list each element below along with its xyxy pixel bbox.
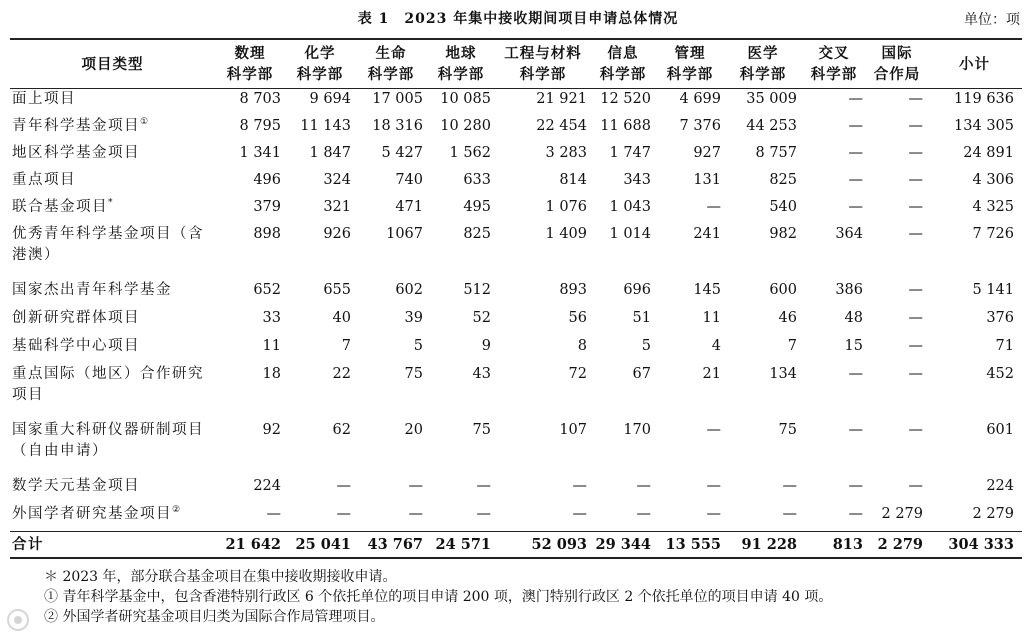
value-cell: — [636,505,651,522]
value-cell: 7 [787,337,797,354]
value-cell: 11 688 [600,117,651,134]
header-row [10,39,1022,89]
subtotal-cell: 24 891 [963,144,1014,161]
value-cell: 602 [395,281,423,298]
footnote-1: ① 青年科学基金中，包含香港特别行政区 6 个依托单位的项目申请 200 项，澳门特别行政区 2 个依托单位的项目申请 40 项。 [44,589,833,605]
value-cell: 364 [835,225,863,242]
value-cell: 20 [404,421,423,438]
value-cell: 825 [463,225,491,242]
column-header-line1: 信息 [607,45,639,62]
column-header-line1: 生命 [375,45,407,62]
subtotal-cell: 4 325 [972,198,1014,215]
value-cell: 3 283 [545,144,587,161]
value-cell: — [848,171,863,188]
column-header [655,39,725,89]
value-cell: — [572,477,587,494]
value-cell: 898 [253,225,281,242]
table-row [10,476,1022,504]
value-cell: 5 [413,337,423,354]
value-cell: 496 [253,171,281,188]
value-cell: 633 [463,171,491,188]
column-header-line2: 科学部 [739,66,787,83]
value-cell: 7 [341,337,351,354]
watermark-icon [6,608,30,632]
footnote-marker: ② [172,504,182,515]
subtotal-cell: 4 306 [972,171,1014,188]
footnote-asterisk: ＊ 2023 年，部分联合基金项目在集中接收期接收申请。 [44,569,397,585]
value-cell: 11 143 [300,117,351,134]
value-cell: 1 014 [609,225,651,242]
value-cell: 926 [323,225,351,242]
value-cell: 1 562 [449,144,491,161]
value-cell: 13 555 [665,535,721,553]
value-cell: 4 699 [679,91,721,107]
value-cell: 224 [253,477,281,494]
column-header-line2: 科学部 [810,66,858,83]
value-cell: — [266,505,281,522]
value-cell: — [476,505,491,522]
value-cell: 92 [262,421,281,438]
value-cell: 1 043 [609,198,651,215]
subtotal-cell: 304 333 [948,535,1014,553]
value-cell: 9 [481,337,491,354]
value-cell: 471 [395,198,423,215]
value-cell: — [408,505,423,522]
value-cell: 1 341 [239,144,281,161]
value-cell: — [908,477,923,494]
subtotal-cell: 2 279 [972,505,1014,522]
project-type-label: 国家重大科研仪器研制项目（自由申请） [12,421,204,459]
value-cell: 813 [832,535,863,553]
column-header-line2: 科学部 [367,66,415,83]
table-row [10,170,1022,197]
value-cell: — [908,117,923,134]
value-cell: 655 [323,281,351,298]
project-type-cell [10,308,215,336]
value-cell: 11 [262,337,281,354]
column-header [867,39,927,89]
value-cell: 62 [332,421,351,438]
value-cell: 512 [463,281,491,298]
value-cell: 825 [769,171,797,188]
value-cell: — [848,91,863,107]
value-cell: 10 085 [440,91,491,107]
value-cell: 24 571 [435,535,491,553]
value-cell: 740 [395,171,423,188]
value-cell: 1 847 [309,144,351,161]
value-cell: 15 [844,337,863,354]
column-header-line2: 科学部 [226,66,274,83]
value-cell: 600 [769,281,797,298]
value-cell: 46 [778,309,797,326]
table-row [10,224,1022,280]
value-cell: — [908,281,923,298]
value-cell: 12 520 [600,91,651,107]
subtotal-cell: 7 726 [972,225,1014,242]
value-cell: 44 253 [746,117,797,134]
table-row [10,364,1022,420]
project-type-label: 合计 [12,535,44,553]
footnote-2: ② 外国学者研究基金项目归类为国际合作局管理项目。 [44,609,385,625]
value-cell: — [336,505,351,522]
value-cell: — [908,365,923,382]
project-type-label: 外国学者研究基金项目 [12,505,172,522]
application-table [10,38,1022,559]
value-cell: 52 093 [531,535,587,553]
column-header [725,39,801,89]
project-type-cell [10,224,215,280]
column-header [591,39,655,89]
column-header-line1: 工程与材料 [504,45,582,62]
footnote-marker: * [108,197,114,208]
value-cell: — [636,477,651,494]
value-cell: 39 [404,309,423,326]
value-cell: 5 427 [381,144,423,161]
value-cell: 35 009 [746,91,797,107]
project-type-label: 联合基金项目 [12,198,108,215]
project-type-cell [10,280,215,308]
value-cell: 134 [769,365,797,382]
project-type-label: 地区科学基金项目 [12,144,140,161]
project-type-label: 面上项目 [12,91,76,107]
table-row [10,197,1022,224]
column-header [495,39,591,89]
subtotal-cell: 134 305 [954,117,1014,134]
value-cell: 893 [559,281,587,298]
value-cell: 652 [253,281,281,298]
subtotal-cell: 119 636 [954,91,1014,107]
value-cell: 56 [568,309,587,326]
table-row [10,504,1022,532]
value-cell: 1 076 [545,198,587,215]
table-row [10,89,1022,116]
value-cell: — [336,477,351,494]
value-cell: — [706,421,721,438]
value-cell: 75 [404,365,423,382]
value-cell: 495 [463,198,491,215]
value-cell: 21 642 [225,535,281,553]
value-cell: 324 [323,171,351,188]
value-cell: 8 [577,337,587,354]
value-cell: 540 [769,198,797,215]
project-type-cell [10,89,215,116]
table-row [10,308,1022,336]
project-type-cell [10,170,215,197]
project-type-label: 重点项目 [12,171,76,188]
value-cell: — [848,505,863,522]
column-header-line1: 数理 [234,45,266,62]
value-cell: 131 [693,171,721,188]
column-header-line1: 医学 [747,45,779,62]
value-cell: 386 [835,281,863,298]
value-cell: — [848,477,863,494]
value-cell: 170 [623,421,651,438]
value-cell: — [908,309,923,326]
project-type-cell [10,116,215,143]
value-cell: 1 409 [545,225,587,242]
value-cell: — [908,337,923,354]
unit-label: 单位：项 [964,12,1020,28]
value-cell: 29 344 [595,535,651,553]
project-type-label: 青年科学基金项目 [12,117,140,134]
value-cell: — [848,198,863,215]
project-type-cell [10,476,215,504]
subtotal-cell: 71 [995,337,1014,354]
project-type-cell [10,364,215,420]
value-cell: — [908,171,923,188]
value-cell: — [706,198,721,215]
value-cell: 241 [693,225,721,242]
value-cell: 18 316 [372,117,423,134]
value-cell: 22 [332,365,351,382]
subtotal-cell: 224 [986,477,1014,494]
value-cell: — [908,421,923,438]
header-project-type: 项目类型 [81,55,144,73]
value-cell: — [572,505,587,522]
value-cell: 67 [632,365,651,382]
value-cell: 107 [559,421,587,438]
value-cell: — [706,505,721,522]
column-header-line1: 地球 [445,45,477,62]
column-header-line1: 小计 [959,55,990,73]
column-header [801,39,867,89]
value-cell: — [908,144,923,161]
value-cell: 2 279 [877,535,923,553]
value-cell: 927 [693,144,721,161]
column-header [215,39,285,89]
value-cell: 11 [702,309,721,326]
value-cell: — [782,505,797,522]
value-cell: 72 [568,365,587,382]
column-header-line2: 科学部 [666,66,714,83]
value-cell: 91 228 [741,535,797,553]
value-cell: 40 [332,309,351,326]
value-cell: — [848,365,863,382]
project-type-label: 数学天元基金项目 [12,477,140,494]
value-cell: 814 [559,171,587,188]
value-cell: 5 [641,337,651,354]
value-cell: 51 [632,309,651,326]
table-row [10,143,1022,170]
value-cell: 10 280 [440,117,491,134]
column-header [285,39,355,89]
value-cell: 982 [769,225,797,242]
value-cell: 17 005 [372,91,423,107]
value-cell: 75 [778,421,797,438]
value-cell: 343 [623,171,651,188]
value-cell: 43 [472,365,491,382]
project-type-cell [10,504,215,532]
value-cell: 33 [262,309,281,326]
value-cell: 21 [702,365,721,382]
project-type-cell [10,336,215,364]
project-type-label: 国家杰出青年科学基金 [12,281,172,298]
column-header-line1: 国际 [881,45,913,62]
value-cell: — [848,421,863,438]
subtotal-cell: 5 141 [972,281,1014,298]
value-cell: — [908,225,923,242]
value-cell: 21 921 [536,91,587,107]
table-row [10,336,1022,364]
value-cell: — [706,477,721,494]
value-cell: — [476,477,491,494]
project-type-label: 优秀青年科学基金项目（含港澳） [12,225,204,263]
column-header [355,39,427,89]
column-header [927,39,1022,89]
value-cell: 145 [693,281,721,298]
value-cell: 22 454 [536,117,587,134]
value-cell: 1 747 [609,144,651,161]
value-cell: 2 279 [881,505,923,522]
column-header-line2: 合作局 [873,66,921,83]
value-cell: 9 694 [309,91,351,107]
column-header-line1: 管理 [674,45,706,62]
value-cell: — [782,477,797,494]
project-type-cell [10,420,215,476]
value-cell: 321 [323,198,351,215]
value-cell: 8 757 [755,144,797,161]
column-header-line2: 科学部 [437,66,485,83]
value-cell: — [848,117,863,134]
table-caption: 表 1 2023 年集中接收期间项目申请总体情况 [357,11,679,27]
column-header-line1: 交叉 [818,45,850,62]
project-type-cell [10,143,215,170]
table-row [10,116,1022,143]
total-row [10,532,1022,558]
value-cell: 25 041 [295,535,351,553]
value-cell: 7 376 [679,117,721,134]
value-cell: 8 703 [239,91,281,107]
project-type-cell [10,532,215,558]
value-cell: — [848,144,863,161]
value-cell: 48 [844,309,863,326]
column-header-line2: 科学部 [296,66,344,83]
column-header-line2: 科学部 [519,66,567,83]
subtotal-cell: 601 [986,421,1014,438]
value-cell: 4 [711,337,721,354]
value-cell: 75 [472,421,491,438]
value-cell: 8 795 [239,117,281,134]
column-header-line2: 科学部 [599,66,647,83]
project-type-label: 创新研究群体项目 [12,309,140,326]
subtotal-cell: 376 [986,309,1014,326]
value-cell: 52 [472,309,491,326]
project-type-label: 重点国际（地区）合作研究项目 [12,365,204,403]
subtotal-cell: 452 [986,365,1014,382]
value-cell: 379 [253,198,281,215]
footnotes [44,567,832,627]
column-header [427,39,495,89]
value-cell: 1067 [386,225,423,242]
table-row [10,420,1022,476]
table-row [10,280,1022,308]
value-cell: 43 767 [367,535,423,553]
value-cell: 696 [623,281,651,298]
value-cell: — [908,198,923,215]
project-type-cell [10,197,215,224]
column-header-line1: 化学 [304,45,336,62]
project-type-label: 基础科学中心项目 [12,337,140,354]
value-cell: 18 [262,365,281,382]
footnote-marker: ① [140,116,150,127]
value-cell: — [408,477,423,494]
value-cell: — [908,91,923,107]
